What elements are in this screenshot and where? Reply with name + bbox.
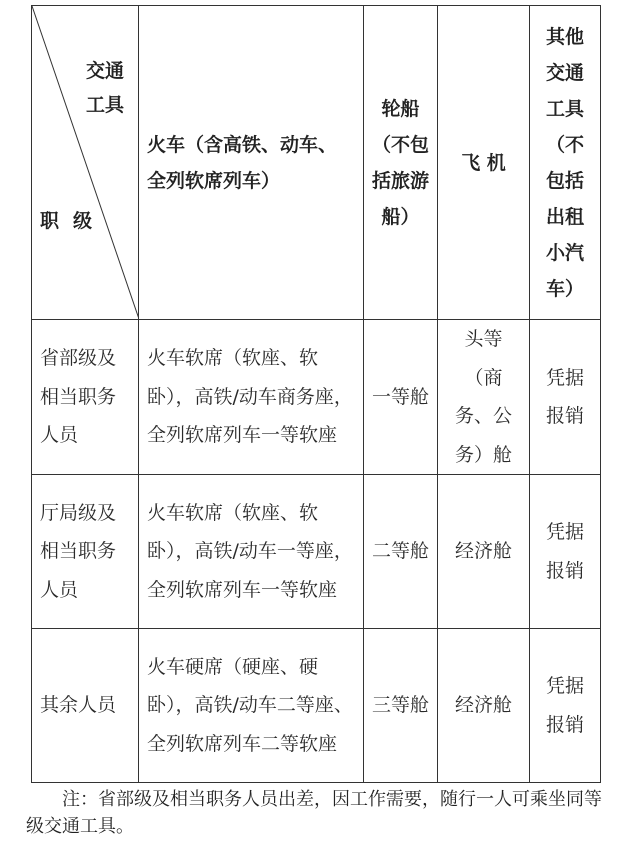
plane-cell: 头等（商务、公务）舱 [438,320,530,475]
plane-cell: 经济舱 [438,475,530,629]
other-cell: 凭据报销 [530,320,601,475]
ship-cell: 二等舱 [364,475,438,629]
train-cell: 火车软席（软座、软卧），高铁/动车一等座，全列软席列车一等软座 [139,475,364,629]
ship-cell: 一等舱 [364,320,438,475]
header-corner-cell [32,6,139,320]
level-cell: 其余人员 [32,629,139,783]
train-cell: 火车硬席（硬座、硬卧），高铁/动车二等座、全列软席列车二等软座 [139,629,364,783]
footnote-text: 注：省部级及相当职务人员出差，因工作需要，随行一人可乘坐同等级交通工具。 [26,789,602,837]
corner-bottom-label: 职级 [40,210,107,232]
table-row [32,629,601,783]
travel-standard-table [31,5,601,783]
other-cell: 凭据报销 [530,629,601,783]
table-row [32,320,601,475]
ship-cell: 三等舱 [364,629,438,783]
train-cell: 火车软席（软座、软卧），高铁/动车商务座，全列软席列车一等软座 [139,320,364,475]
other-cell: 凭据报销 [530,475,601,629]
header-other: 其他交通工具（不包括出租小汽车） [530,6,601,320]
level-cell: 省部级及相当职务人员 [32,320,139,475]
header-train: 火车（含高铁、动车、全列软席列车） [139,6,364,320]
plane-cell: 经济舱 [438,629,530,783]
diagonal-line [32,6,139,319]
header-ship: 轮船（不包括旅游船） [364,6,438,320]
header-plane: 飞 机 [438,6,530,320]
level-cell: 厅局级及相当职务人员 [32,475,139,629]
footnote [26,786,606,840]
table-row [32,475,601,629]
header-row [32,6,601,320]
corner-top-label: 交通工具 [85,60,124,116]
